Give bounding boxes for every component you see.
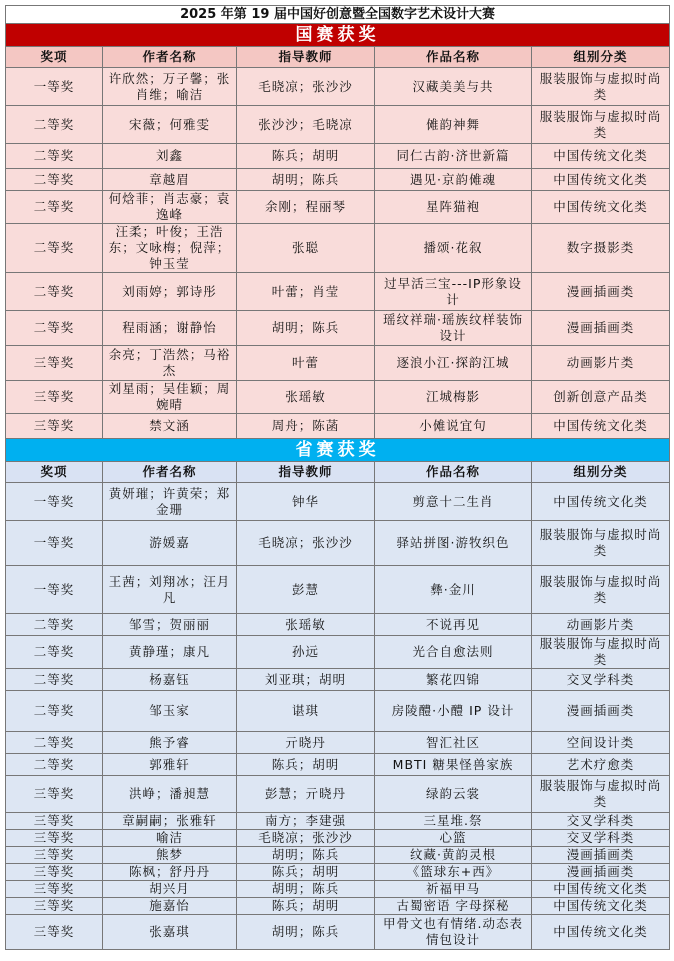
cell-work: 瑶纹祥瑞·瑶族纹样装饰设计 (375, 311, 532, 346)
table-row (6, 915, 670, 950)
cell-teachers: 叶蕾 (237, 346, 375, 381)
cell-authors: 喻洁 (103, 830, 237, 847)
cell-authors: 熊梦 (103, 847, 237, 864)
section-provincial-heading-row (6, 439, 670, 462)
cell-teachers: 刘亚琪；胡明 (237, 669, 375, 691)
table-row (6, 830, 670, 847)
cell-award: 二等奖 (6, 732, 103, 754)
cell-category: 漫画插画类 (532, 847, 670, 864)
cell-teachers: 胡明；陈兵 (237, 311, 375, 346)
cell-award: 三等奖 (6, 813, 103, 830)
cell-award: 二等奖 (6, 669, 103, 691)
table-row (6, 776, 670, 813)
table-row (6, 881, 670, 898)
header-award: 奖项 (6, 47, 103, 68)
cell-authors: 何焓菲；肖志豪；袁逸峰 (103, 191, 237, 224)
cell-authors: 章嗣嗣；张雅轩 (103, 813, 237, 830)
cell-teachers: 陈兵；胡明 (237, 864, 375, 881)
cell-work: 小傩说宜句 (375, 414, 532, 439)
cell-work: 房陵醴·小醴 IP 设计 (375, 691, 532, 732)
cell-teachers: 张沙沙；毛晓凉 (237, 106, 375, 144)
cell-award: 三等奖 (6, 864, 103, 881)
cell-authors: 刘鑫 (103, 144, 237, 169)
cell-award: 三等奖 (6, 776, 103, 813)
title-row (6, 6, 670, 24)
table-row (6, 669, 670, 691)
award-table-container (5, 5, 669, 950)
cell-work: 祈福甲马 (375, 881, 532, 898)
cell-authors: 张嘉琪 (103, 915, 237, 950)
header-award: 奖项 (6, 462, 103, 483)
table-row (6, 566, 670, 614)
cell-authors: 黄妍璀；许黄荣；郑金珊 (103, 483, 237, 521)
cell-teachers: 周舟；陈菡 (237, 414, 375, 439)
cell-authors: 许欣然；万子馨；张肖维；喻洁 (103, 68, 237, 106)
table-row (6, 311, 670, 346)
header-teachers: 指导教师 (237, 462, 375, 483)
cell-teachers: 张瑶敏 (237, 381, 375, 414)
cell-award: 二等奖 (6, 273, 103, 311)
cell-category: 服装服饰与虚拟时尚类 (532, 68, 670, 106)
cell-work: 江城梅影 (375, 381, 532, 414)
cell-award: 三等奖 (6, 898, 103, 915)
cell-work: 播颂·花叙 (375, 224, 532, 273)
cell-teachers: 毛晓凉；张沙沙 (237, 830, 375, 847)
cell-authors: 刘雨婷；郭诗彤 (103, 273, 237, 311)
cell-work: 智汇社区 (375, 732, 532, 754)
cell-category: 漫画插画类 (532, 864, 670, 881)
cell-award: 三等奖 (6, 830, 103, 847)
cell-category: 中国传统文化类 (532, 483, 670, 521)
cell-authors: 汪柔；叶俊；王浩东；文咏梅；倪萍；钟玉莹 (103, 224, 237, 273)
cell-authors: 熊予睿 (103, 732, 237, 754)
cell-award: 二等奖 (6, 224, 103, 273)
cell-teachers: 彭慧；亓晓丹 (237, 776, 375, 813)
cell-teachers: 彭慧 (237, 566, 375, 614)
cell-category: 服装服饰与虚拟时尚类 (532, 636, 670, 669)
table-row (6, 483, 670, 521)
cell-award: 三等奖 (6, 915, 103, 950)
table-row (6, 224, 670, 273)
table-row (6, 636, 670, 669)
national-rows (6, 68, 670, 439)
cell-award: 一等奖 (6, 521, 103, 566)
table-row (6, 691, 670, 732)
cell-category: 空间设计类 (532, 732, 670, 754)
cell-category: 创新创意产品类 (532, 381, 670, 414)
table-row (6, 414, 670, 439)
cell-teachers: 南方；李建强 (237, 813, 375, 830)
cell-teachers: 钟华 (237, 483, 375, 521)
cell-award: 二等奖 (6, 144, 103, 169)
cell-authors: 陈枫；舒丹丹 (103, 864, 237, 881)
cell-work: MBTI 糖果怪兽家族 (375, 754, 532, 776)
table-row (6, 847, 670, 864)
cell-work: 遇见·京韵傩魂 (375, 169, 532, 191)
cell-work: 同仁古韵·济世新篇 (375, 144, 532, 169)
cell-category: 艺术疗愈类 (532, 754, 670, 776)
cell-authors: 刘星雨；吴佳颖；周婉晴 (103, 381, 237, 414)
cell-work: 星阵猫袍 (375, 191, 532, 224)
cell-category: 中国传统文化类 (532, 898, 670, 915)
cell-authors: 余亮；丁浩然；马裕杰 (103, 346, 237, 381)
cell-work: 驿站拼图·游牧织色 (375, 521, 532, 566)
header-category: 组别分类 (532, 47, 670, 68)
cell-category: 交叉学科类 (532, 669, 670, 691)
cell-category: 动画影片类 (532, 614, 670, 636)
cell-work: 彝·金川 (375, 566, 532, 614)
table-row (6, 191, 670, 224)
cell-work: 剪意十二生肖 (375, 483, 532, 521)
header-work: 作品名称 (375, 462, 532, 483)
section-national-heading-row (6, 24, 670, 47)
cell-work: 过早活三宝---IP形象设计 (375, 273, 532, 311)
section-provincial-heading: 省赛获奖 (6, 439, 670, 462)
table-row (6, 898, 670, 915)
cell-teachers: 胡明；陈兵 (237, 847, 375, 864)
table-row (6, 813, 670, 830)
cell-category: 漫画插画类 (532, 273, 670, 311)
table-row (6, 346, 670, 381)
cell-award: 一等奖 (6, 566, 103, 614)
table-row (6, 169, 670, 191)
cell-teachers: 叶蕾；肖莹 (237, 273, 375, 311)
cell-award: 二等奖 (6, 636, 103, 669)
cell-award: 三等奖 (6, 381, 103, 414)
section-national-heading: 国赛获奖 (6, 24, 670, 47)
cell-award: 二等奖 (6, 311, 103, 346)
national-header-row (6, 47, 670, 68)
cell-award: 二等奖 (6, 754, 103, 776)
cell-authors: 王茜；刘翔冰；汪月凡 (103, 566, 237, 614)
table-row (6, 68, 670, 106)
cell-award: 三等奖 (6, 346, 103, 381)
cell-authors: 宋薇；何雅雯 (103, 106, 237, 144)
header-category: 组别分类 (532, 462, 670, 483)
cell-work: 光合自愈法则 (375, 636, 532, 669)
cell-teachers: 陈兵；胡明 (237, 754, 375, 776)
cell-work: 汉藏美美与共 (375, 68, 532, 106)
table-row (6, 614, 670, 636)
cell-award: 二等奖 (6, 691, 103, 732)
cell-work: 甲骨文也有情绪.动态表情包设计 (375, 915, 532, 950)
table-row (6, 864, 670, 881)
cell-category: 交叉学科类 (532, 830, 670, 847)
cell-work: 三星堆.祭 (375, 813, 532, 830)
cell-work: 纹藏·黄韵灵根 (375, 847, 532, 864)
cell-teachers: 胡明；陈兵 (237, 915, 375, 950)
cell-authors: 邹雪；贺丽丽 (103, 614, 237, 636)
cell-teachers: 毛晓凉；张沙沙 (237, 521, 375, 566)
cell-category: 漫画插画类 (532, 691, 670, 732)
cell-teachers: 余刚；程丽琴 (237, 191, 375, 224)
cell-award: 二等奖 (6, 191, 103, 224)
cell-category: 漫画插画类 (532, 311, 670, 346)
header-work: 作品名称 (375, 47, 532, 68)
cell-category: 服装服饰与虚拟时尚类 (532, 521, 670, 566)
cell-award: 一等奖 (6, 68, 103, 106)
cell-authors: 胡兴月 (103, 881, 237, 898)
award-table (5, 5, 670, 950)
cell-teachers: 陈兵；胡明 (237, 898, 375, 915)
cell-category: 服装服饰与虚拟时尚类 (532, 776, 670, 813)
cell-work: 古蜀密语 字母探秘 (375, 898, 532, 915)
cell-award: 一等奖 (6, 483, 103, 521)
cell-category: 中国传统文化类 (532, 881, 670, 898)
cell-authors: 程雨涵；谢静怡 (103, 311, 237, 346)
table-row (6, 381, 670, 414)
cell-category: 中国传统文化类 (532, 191, 670, 224)
cell-category: 动画影片类 (532, 346, 670, 381)
cell-work: 绿韵云裳 (375, 776, 532, 813)
cell-category: 数字摄影类 (532, 224, 670, 273)
header-authors: 作者名称 (103, 47, 237, 68)
cell-authors: 施嘉怡 (103, 898, 237, 915)
cell-teachers: 张聪 (237, 224, 375, 273)
cell-category: 中国传统文化类 (532, 169, 670, 191)
cell-category: 中国传统文化类 (532, 414, 670, 439)
cell-teachers: 张瑶敏 (237, 614, 375, 636)
cell-category: 中国传统文化类 (532, 915, 670, 950)
table-row (6, 106, 670, 144)
table-row (6, 754, 670, 776)
cell-authors: 游媛嘉 (103, 521, 237, 566)
cell-work: 繁花四锦 (375, 669, 532, 691)
table-row (6, 732, 670, 754)
page-title: 2025 年第 19 届中国好创意暨全国数字艺术设计大赛 (6, 6, 670, 24)
provincial-header-row (6, 462, 670, 483)
cell-teachers: 胡明；陈兵 (237, 169, 375, 191)
cell-work: 《篮球东+西》 (375, 864, 532, 881)
cell-teachers: 谌琪 (237, 691, 375, 732)
cell-category: 服装服饰与虚拟时尚类 (532, 106, 670, 144)
cell-award: 三等奖 (6, 414, 103, 439)
provincial-rows (6, 483, 670, 950)
cell-work: 逐浪小江·探韵江城 (375, 346, 532, 381)
cell-authors: 杨嘉钰 (103, 669, 237, 691)
cell-award: 二等奖 (6, 169, 103, 191)
cell-work: 傩韵神舞 (375, 106, 532, 144)
cell-teachers: 亓晓丹 (237, 732, 375, 754)
cell-award: 三等奖 (6, 847, 103, 864)
table-row (6, 144, 670, 169)
cell-category: 中国传统文化类 (532, 144, 670, 169)
cell-work: 心篮 (375, 830, 532, 847)
cell-teachers: 胡明；陈兵 (237, 881, 375, 898)
cell-award: 二等奖 (6, 614, 103, 636)
cell-authors: 禁文涵 (103, 414, 237, 439)
cell-authors: 黄静瑾；康凡 (103, 636, 237, 669)
table-row (6, 521, 670, 566)
cell-teachers: 孙远 (237, 636, 375, 669)
cell-award: 三等奖 (6, 881, 103, 898)
cell-authors: 郭雅轩 (103, 754, 237, 776)
cell-teachers: 毛晓凉；张沙沙 (237, 68, 375, 106)
table-row (6, 273, 670, 311)
cell-category: 交叉学科类 (532, 813, 670, 830)
cell-authors: 洪峥；潘昶慧 (103, 776, 237, 813)
header-authors: 作者名称 (103, 462, 237, 483)
cell-authors: 章越眉 (103, 169, 237, 191)
cell-category: 服装服饰与虚拟时尚类 (532, 566, 670, 614)
cell-teachers: 陈兵；胡明 (237, 144, 375, 169)
header-teachers: 指导教师 (237, 47, 375, 68)
cell-award: 二等奖 (6, 106, 103, 144)
cell-authors: 邹玉家 (103, 691, 237, 732)
cell-work: 不说再见 (375, 614, 532, 636)
